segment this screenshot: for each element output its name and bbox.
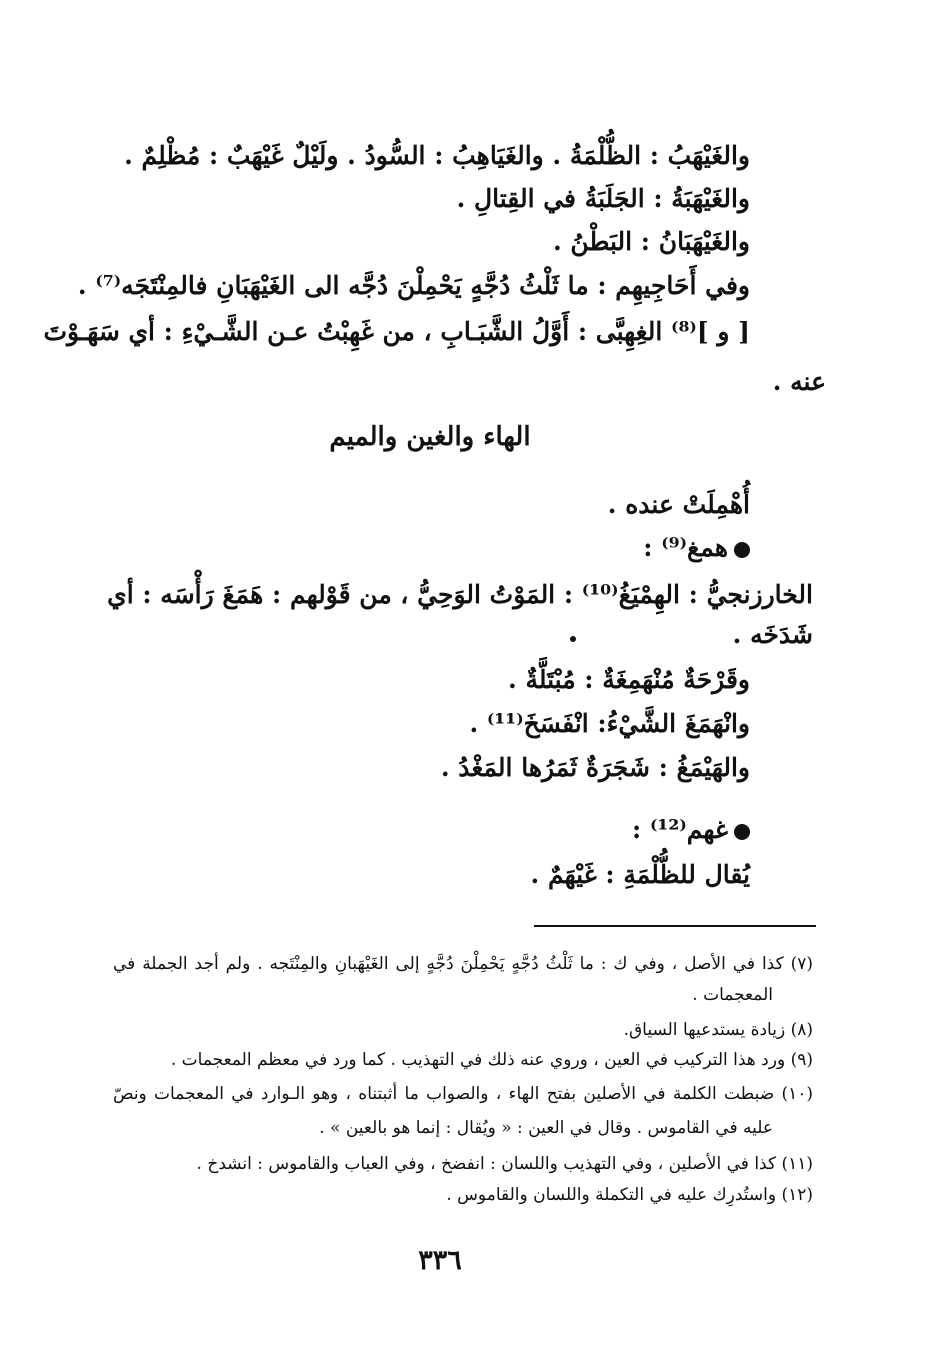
ink-speck xyxy=(570,636,576,642)
root-heading-ghahama xyxy=(632,812,750,848)
root-label: غهم⁽¹²⁾ : xyxy=(632,815,728,844)
bullet-icon xyxy=(734,824,750,840)
entry-line-6: عنه . xyxy=(772,367,826,396)
entry-line-3: والغَيْهَبَانُ : البَطْنُ . xyxy=(553,227,750,256)
footnote-7-cont: المعجمات . xyxy=(692,985,773,1005)
footnote-10: (١٠) ضبطت الكلمة في الأصلين بفتح الهاء ، والصواب ما أثبتناه ، وهو الـوارد في المعجمات ونصّ xyxy=(113,1084,813,1104)
root1-line-5: والهَيْمَغُ : شَجَرَةٌ ثَمَرُها المَغْدُ . xyxy=(440,753,750,782)
entry-line-4: وفي أَحَاجِيهِم : ما ثَلْثُ دُجَّهٍ يَحْمِلْنَ دُجَّه الى الغَيْهَبَانِ فالمِنْتَجَه⁽⁷⁾ . xyxy=(77,271,750,300)
section-heading: الهاء والغين والميم xyxy=(329,422,531,452)
footnote-divider xyxy=(534,925,816,927)
footnote-8: (٨) زيادة يستدعيها السياق. xyxy=(623,1020,813,1040)
root-heading-hamagh xyxy=(643,530,750,566)
footnote-7: (٧) كذا في الأصل ، وفي ك : ما ثَلْثُ دُجَّهٍ يَحْمِلْنَ دُجَّهٍ إلى الغَيْهَبانِ والمِنْتَجه . ولم أجد الجملة في xyxy=(113,954,813,974)
root1-line-1: الخارزنجيُّ : الهِمْيَغُ⁽¹⁰⁾ : المَوْتُ الوَحِيُّ ، من قَوْلهم : هَمَغَ رَأْسَه : أي xyxy=(107,580,813,609)
bullet-icon xyxy=(734,542,750,558)
footnote-9: (٩) ورد هذا التركيب في العين ، وروي عنه ذلك في التهذيب . كما ورد في معظم المعجمات . xyxy=(170,1050,813,1070)
page-number: ٣٣٦ xyxy=(418,1245,462,1276)
entry-line-1: والغَيْهَبُ : الظُّلْمَةُ . والغَيَاهِبُ : السُّودُ . ولَيْلٌ غَيْهَبٌ : مُظْلِمٌ . xyxy=(124,141,750,170)
entry-line-2: والغَيْهَبَةُ : الجَلَبَةُ في القِتالِ . xyxy=(456,184,750,213)
footnote-12: (١٢) واستُدرِك عليه في التكملة واللسان والقاموس . xyxy=(446,1185,813,1205)
root2-line-1: يُقال للظُّلْمَةِ : غَيْهَمٌ . xyxy=(530,860,750,889)
footnote-11: (١١) كذا في الأصلين ، وفي التهذيب واللسان : انفضخ ، وفي العباب والقاموس : انشدخ . xyxy=(196,1154,813,1174)
root1-line-4: وانْهَمَغَ الشَّيْءُ: انْفَسَخَ⁽¹¹⁾ . xyxy=(469,709,750,738)
root1-line-2: شَدَخَه . xyxy=(732,620,813,649)
entry-line-5: [ و ]⁽⁸⁾ الغِهِبَّى : أَوَّلُ الشَّبَـابِ ، من غَهِبْتُ عـن الشَّـيْءِ : أي سَهَـوْتَ xyxy=(43,317,750,346)
root1-line-3: وقَرْحَةٌ مُنْهَمِغَةٌ : مُبْتَلَّةٌ . xyxy=(508,665,750,694)
root-label: همغ⁽⁹⁾ : xyxy=(643,533,728,562)
neglected-note: أُهْمِلَتْ عنده . xyxy=(607,490,750,519)
footnote-10-cont: عليه في القاموس . وقال في العين : « ويُقال : إنما هو بالعين » . xyxy=(319,1118,773,1138)
